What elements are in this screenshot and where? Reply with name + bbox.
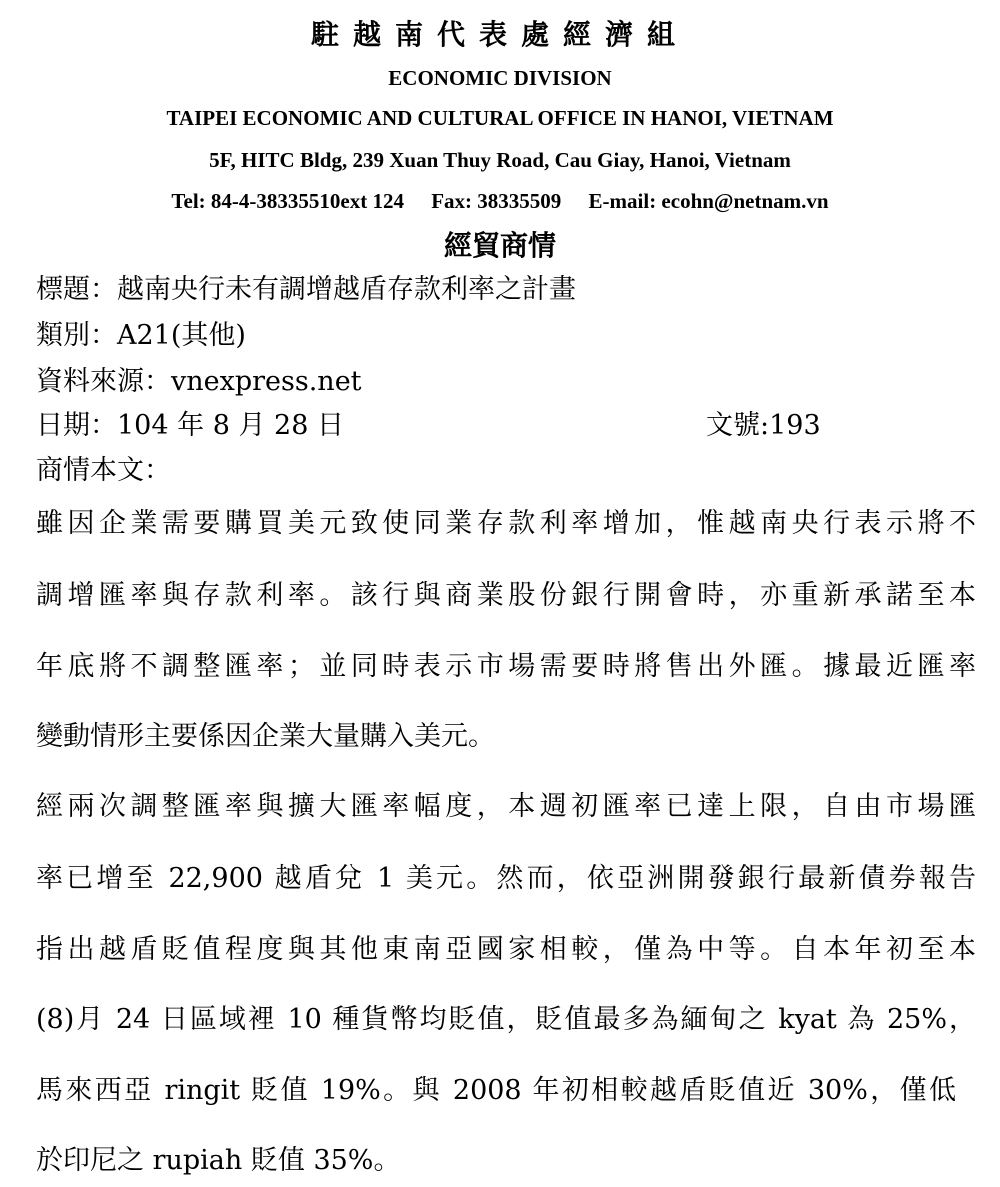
telephone: Tel: 84-4-38335510ext 124 — [171, 189, 404, 213]
office-address: 5F, HITC Bldg, 239 Xuan Thuy Road, Cau Giay, Hanoi, Vietnam — [209, 148, 791, 172]
document-type-heading: 經貿商情 — [443, 229, 556, 262]
meta-body-label: 商情本文： — [36, 455, 171, 486]
meta-date: 日期：104 年 8 月 28 日 — [36, 410, 344, 441]
body-line: 率已增至 22,900 越盾兌 1 美元。然而，依亞洲開發銀行最新債券報告 — [36, 863, 976, 894]
email: E-mail: ecohn@netnam.vn — [588, 189, 829, 213]
body-line: (8)月 24 日區域裡 10 種貨幣均貶值，貶值最多為緬甸之 kyat 為 25%， — [36, 1004, 976, 1035]
body-line: 於印尼之 rupiah 貶值 35%。 — [36, 1145, 401, 1176]
fax: Fax: 38335509 — [431, 189, 562, 213]
meta-document-number: 文號:193 — [706, 410, 821, 441]
body-line: 變動情形主要係因企業大量購入美元。 — [36, 721, 495, 752]
body-line: 馬來西亞 ringit 貶值 19%。與 2008 年初相較越盾貶值近 30%，僅低 — [36, 1075, 956, 1106]
division-name: ECONOMIC DIVISION — [388, 66, 612, 90]
body-line: 調增匯率與存款利率。該行與商業股份銀行開會時，亦重新承諾至本 — [36, 580, 976, 611]
meta-source: 資料來源：vnexpress.net — [36, 366, 362, 397]
meta-title: 標題：越南央行未有調增越盾存款利率之計畫 — [36, 274, 576, 305]
body-line: 經兩次調整匯率與擴大匯率幅度，本週初匯率已達上限，自由市場匯 — [36, 791, 976, 822]
org-name-chinese: 駐越南代表處經濟組 — [310, 18, 689, 51]
meta-category: 類別：A21(其他) — [36, 320, 246, 351]
body-line: 指出越盾貶值程度與其他東南亞國家相較，僅為中等。自本年初至本 — [36, 934, 976, 965]
office-name: TAIPEI ECONOMIC AND CULTURAL OFFICE IN HANOI, VIETNAM — [166, 106, 834, 130]
body-line: 雖因企業需要購買美元致使同業存款利率增加，惟越南央行表示將不 — [36, 508, 976, 539]
contact-line — [0, 189, 1000, 213]
body-line: 年底將不調整匯率；並同時表示市場需要時將售出外匯。據最近匯率 — [36, 651, 976, 682]
